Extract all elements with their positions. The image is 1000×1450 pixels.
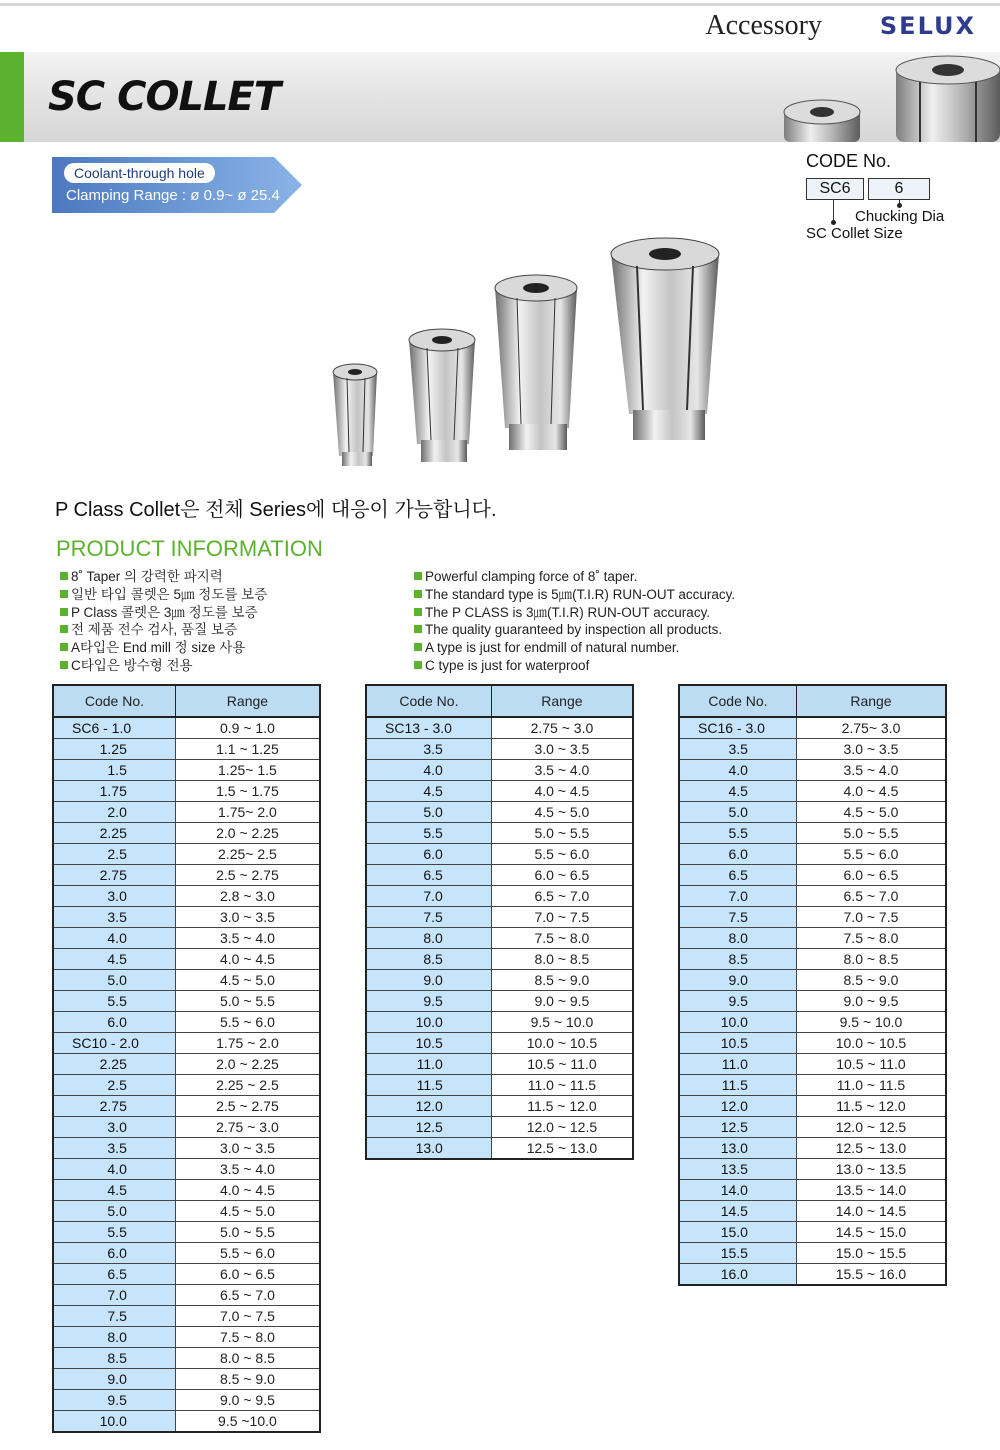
range-cell: 7.0 ~ 7.5: [175, 1306, 320, 1327]
code-no-cell: 10.5: [366, 1033, 491, 1054]
range-cell: 5.0 ~ 5.5: [175, 991, 320, 1012]
range-cell: 12.0 ~ 12.5: [796, 1117, 946, 1138]
table-row: [679, 1264, 946, 1286]
range-cell: 13.0 ~ 13.5: [796, 1159, 946, 1180]
range-cell: 5.5 ~ 6.0: [491, 844, 633, 865]
table-row: [53, 1096, 320, 1117]
range-cell: 9.0 ~ 9.5: [796, 991, 946, 1012]
bullet-square-icon: [414, 661, 422, 669]
table-row: [53, 1180, 320, 1201]
table-row: [53, 1138, 320, 1159]
table-row: [53, 1285, 320, 1306]
range-cell: 3.0 ~ 3.5: [175, 907, 320, 928]
range-header: Range: [175, 685, 320, 717]
table-row: [53, 781, 320, 802]
code-no-cell: 9.5: [679, 991, 796, 1012]
list-item: P Class 콜렛은 3㎛ 정도를 보증: [60, 604, 267, 622]
range-cell: 4.0 ~ 4.5: [491, 781, 633, 802]
range-cell: 12.0 ~ 12.5: [491, 1117, 633, 1138]
range-cell: 5.0 ~ 5.5: [491, 823, 633, 844]
page-title: SC COLLET: [48, 74, 281, 120]
table-row: [679, 1180, 946, 1201]
table-row: [53, 739, 320, 760]
code-no-cell: 14.5: [679, 1201, 796, 1222]
range-cell: 2.8 ~ 3.0: [175, 886, 320, 907]
table-row: [679, 991, 946, 1012]
range-cell: 12.5 ~ 13.0: [796, 1138, 946, 1159]
code-no-cell: 8.0: [679, 928, 796, 949]
bullet-square-icon: [60, 643, 68, 651]
bullet-square-icon: [414, 572, 422, 580]
list-item: A type is just for endmill of natural number.: [414, 639, 735, 657]
range-cell: 5.5 ~ 6.0: [796, 844, 946, 865]
range-cell: 4.5 ~ 5.0: [491, 802, 633, 823]
top-divider: [0, 3, 1000, 6]
list-item: 일반 타입 콜렛은 5㎛ 정도를 보증: [60, 586, 267, 604]
table-row: [679, 823, 946, 844]
range-cell: 7.0 ~ 7.5: [491, 907, 633, 928]
bullet-square-icon: [60, 608, 68, 616]
range-cell: 4.0 ~ 4.5: [175, 949, 320, 970]
table-row: [53, 1411, 320, 1433]
code-no-cell: 6.0: [366, 844, 491, 865]
range-cell: 12.5 ~ 13.0: [491, 1138, 633, 1160]
range-cell: 10.5 ~ 11.0: [796, 1054, 946, 1075]
code-no-cell: 12.5: [366, 1117, 491, 1138]
table-row: [366, 907, 633, 928]
range-cell: 8.5 ~ 9.0: [491, 970, 633, 991]
code-no-cell: 11.5: [366, 1075, 491, 1096]
code-no-cell: SC6 - 1.0: [53, 717, 175, 739]
range-cell: 1.5 ~ 1.75: [175, 781, 320, 802]
table-row: [53, 991, 320, 1012]
code-no-cell: 13.0: [366, 1138, 491, 1160]
code-no-cell: 4.5: [53, 1180, 175, 1201]
range-cell: 5.5 ~ 6.0: [175, 1243, 320, 1264]
table-row: [366, 1096, 633, 1117]
range-cell: 6.0 ~ 6.5: [175, 1264, 320, 1285]
code-no-cell: 15.0: [679, 1222, 796, 1243]
coolant-through-label: Coolant-through hole: [64, 163, 215, 183]
code-no-cell: 4.5: [53, 949, 175, 970]
table-row: [53, 760, 320, 781]
bullet-square-icon: [414, 608, 422, 616]
range-cell: 8.0 ~ 8.5: [175, 1348, 320, 1369]
list-item: The quality guaranteed by inspection all products.: [414, 621, 735, 639]
table-row: [53, 802, 320, 823]
code-no-title: CODE No.: [806, 151, 892, 171]
table-row: [53, 1012, 320, 1033]
bullet-square-icon: [60, 661, 68, 669]
range-cell: 3.5 ~ 4.0: [175, 1159, 320, 1180]
table-row: [53, 949, 320, 970]
code-no-cell: 10.5: [679, 1033, 796, 1054]
table-row: [679, 1075, 946, 1096]
table-row: [53, 886, 320, 907]
range-cell: 3.5 ~ 4.0: [491, 760, 633, 781]
table-row: [679, 1201, 946, 1222]
range-cell: 4.0 ~ 4.5: [796, 781, 946, 802]
range-cell: 1.1 ~ 1.25: [175, 739, 320, 760]
table-row: [679, 717, 946, 739]
code-no-cell: 5.0: [366, 802, 491, 823]
table-row: [679, 1159, 946, 1180]
collet-product-photo: [325, 232, 725, 472]
code-no-cell: 6.0: [53, 1243, 175, 1264]
collet-size-label: SC Collet Size: [806, 225, 903, 242]
code-no-cell: SC13 - 3.0: [366, 717, 491, 739]
code-no-cell: 3.5: [53, 907, 175, 928]
range-cell: 2.25 ~ 2.5: [175, 1075, 320, 1096]
table-row: [366, 844, 633, 865]
bullet-square-icon: [414, 643, 422, 651]
table-row: [366, 1075, 633, 1096]
code-no-cell: 8.0: [366, 928, 491, 949]
range-cell: 13.5 ~ 14.0: [796, 1180, 946, 1201]
range-cell: 6.0 ~ 6.5: [491, 865, 633, 886]
code-no-cell: 5.5: [679, 823, 796, 844]
table-row: [53, 1117, 320, 1138]
code-no-cell: 8.5: [53, 1348, 175, 1369]
table-row: [366, 739, 633, 760]
bullet-square-icon: [60, 625, 68, 633]
code-no-cell: 2.25: [53, 823, 175, 844]
range-cell: 6.5 ~ 7.0: [491, 886, 633, 907]
table-row: [366, 949, 633, 970]
table-row: [679, 1096, 946, 1117]
code-no-cell: 4.0: [53, 1159, 175, 1180]
range-cell: 7.5 ~ 8.0: [491, 928, 633, 949]
table-row: [366, 928, 633, 949]
code-no-cell: 9.0: [679, 970, 796, 991]
range-cell: 6.5 ~ 7.0: [175, 1285, 320, 1306]
range-cell: 14.5 ~ 15.0: [796, 1222, 946, 1243]
code-no-cell: 10.0: [366, 1012, 491, 1033]
range-cell: 11.5 ~ 12.0: [796, 1096, 946, 1117]
bullet-square-icon: [60, 590, 68, 598]
table-row: [679, 1138, 946, 1159]
sc16-range-table: [678, 684, 947, 1286]
table-row: [679, 844, 946, 865]
range-cell: 4.5 ~ 5.0: [175, 1201, 320, 1222]
range-cell: 1.75~ 2.0: [175, 802, 320, 823]
range-cell: 8.5 ~ 9.0: [175, 1369, 320, 1390]
code-no-cell: 11.5: [679, 1075, 796, 1096]
bullet-square-icon: [60, 572, 68, 580]
table-row: [679, 907, 946, 928]
table-row: [366, 760, 633, 781]
code-no-cell: 1.75: [53, 781, 175, 802]
range-cell: 0.9 ~ 1.0: [175, 717, 320, 739]
range-cell: 14.0 ~ 14.5: [796, 1201, 946, 1222]
code-no-cell: 11.0: [366, 1054, 491, 1075]
table-row: [679, 928, 946, 949]
table-row: [53, 907, 320, 928]
table-row: [679, 802, 946, 823]
list-item: The standard type is 5㎛(T.I.R) RUN-OUT accuracy.: [414, 586, 735, 604]
range-cell: 15.5 ~ 16.0: [796, 1264, 946, 1286]
code-no-cell: 11.0: [679, 1054, 796, 1075]
range-cell: 2.25~ 2.5: [175, 844, 320, 865]
top-header: [0, 0, 1000, 52]
range-header: Range: [796, 685, 946, 717]
code-no-cell: 5.0: [53, 1201, 175, 1222]
table-row: [53, 1222, 320, 1243]
table-row: [366, 970, 633, 991]
table-row: [53, 1369, 320, 1390]
table-row: [53, 1054, 320, 1075]
table-row: [679, 1243, 946, 1264]
code-no-cell: 8.0: [53, 1327, 175, 1348]
code-no-cell: 16.0: [679, 1264, 796, 1286]
code-no-cell: 6.0: [53, 1012, 175, 1033]
green-accent-tab: [0, 52, 24, 142]
table-row: [366, 1138, 633, 1160]
code-no-cell: 3.0: [53, 1117, 175, 1138]
table-row: [679, 1012, 946, 1033]
table-row: [366, 802, 633, 823]
list-item: Powerful clamping force of 8˚ taper.: [414, 568, 735, 586]
code-no-cell: 2.5: [53, 1075, 175, 1096]
size-code-box: SC6: [806, 178, 864, 200]
clamping-range-label: Clamping Range : ø 0.9~ ø 25.4: [66, 187, 280, 204]
range-cell: 7.0 ~ 7.5: [796, 907, 946, 928]
product-information-title: PRODUCT INFORMATION: [56, 536, 323, 561]
range-cell: 2.75~ 3.0: [796, 717, 946, 739]
range-cell: 7.5 ~ 8.0: [175, 1327, 320, 1348]
code-no-cell: 10.0: [679, 1012, 796, 1033]
code-no-cell: 2.75: [53, 1096, 175, 1117]
code-no-cell: 7.5: [53, 1306, 175, 1327]
code-no-header: Code No.: [679, 685, 796, 717]
list-item: 8˚ Taper 의 강력한 파지력: [60, 568, 267, 586]
code-no-cell: 2.0: [53, 802, 175, 823]
table-row: [366, 991, 633, 1012]
table-row: [366, 1117, 633, 1138]
table-row: [366, 1054, 633, 1075]
code-no-cell: 3.5: [679, 739, 796, 760]
table-row: [53, 928, 320, 949]
code-no-cell: 7.0: [366, 886, 491, 907]
range-cell: 5.0 ~ 5.5: [796, 823, 946, 844]
range-cell: 15.0 ~ 15.5: [796, 1243, 946, 1264]
title-collet-illustration: [770, 52, 1000, 142]
code-no-cell: 4.0: [679, 760, 796, 781]
range-cell: 8.0 ~ 8.5: [796, 949, 946, 970]
table-row: [366, 717, 633, 739]
table-row: [53, 970, 320, 991]
table-row: [366, 886, 633, 907]
table-row: [53, 1264, 320, 1285]
code-no-cell: 12.5: [679, 1117, 796, 1138]
list-item: C type is just for waterproof: [414, 657, 735, 675]
code-no-cell: 4.0: [53, 928, 175, 949]
code-no-cell: 9.0: [53, 1369, 175, 1390]
code-no-cell: SC16 - 3.0: [679, 717, 796, 739]
table-row: [53, 1390, 320, 1411]
code-no-cell: 13.5: [679, 1159, 796, 1180]
code-no-cell: 6.5: [366, 865, 491, 886]
p-class-headline: P Class Collet은 전체 Series에 대응이 가능합니다.: [55, 499, 497, 521]
range-cell: 4.0 ~ 4.5: [175, 1180, 320, 1201]
range-cell: 3.5 ~ 4.0: [175, 928, 320, 949]
code-no-cell: 6.5: [679, 865, 796, 886]
range-cell: 7.5 ~ 8.0: [796, 928, 946, 949]
table-row: [53, 823, 320, 844]
dia-code-box: 6: [868, 178, 930, 200]
range-cell: 9.5 ~ 10.0: [491, 1012, 633, 1033]
table-row: [366, 865, 633, 886]
range-cell: 8.0 ~ 8.5: [491, 949, 633, 970]
sc13-range-table: [365, 684, 634, 1160]
sc6-sc10-range-table: [52, 684, 321, 1433]
table-row: [53, 1306, 320, 1327]
bullet-square-icon: [414, 625, 422, 633]
code-no-cell: 9.5: [366, 991, 491, 1012]
code-no-cell: 12.0: [366, 1096, 491, 1117]
range-cell: 2.75 ~ 3.0: [175, 1117, 320, 1138]
range-cell: 9.5 ~ 10.0: [796, 1012, 946, 1033]
list-item: A타입은 End mill 정 size 사용: [60, 639, 267, 657]
range-cell: 1.25~ 1.5: [175, 760, 320, 781]
code-no-cell: 2.5: [53, 844, 175, 865]
list-item: 전 제품 전수 검사, 품질 보증: [60, 621, 267, 639]
range-cell: 3.0 ~ 3.5: [175, 1138, 320, 1159]
code-no-cell: 12.0: [679, 1096, 796, 1117]
range-cell: 11.0 ~ 11.5: [796, 1075, 946, 1096]
code-no-cell: 8.5: [679, 949, 796, 970]
code-no-cell: 7.0: [53, 1285, 175, 1306]
code-no-cell: 3.5: [366, 739, 491, 760]
korean-feature-list: [60, 568, 267, 675]
range-cell: 2.5 ~ 2.75: [175, 865, 320, 886]
code-no-cell: 5.5: [53, 991, 175, 1012]
table-row: [53, 1033, 320, 1054]
code-no-header: Code No.: [53, 685, 175, 717]
range-cell: 3.0 ~ 3.5: [796, 739, 946, 760]
range-cell: 10.0 ~ 10.5: [796, 1033, 946, 1054]
table-row: [53, 844, 320, 865]
code-no-cell: 2.75: [53, 865, 175, 886]
table-row: [679, 949, 946, 970]
range-cell: 3.5 ~ 4.0: [796, 760, 946, 781]
code-no-cell: 9.5: [53, 1390, 175, 1411]
table-row: [366, 823, 633, 844]
code-no-cell: 7.0: [679, 886, 796, 907]
code-no-cell: 5.5: [53, 1222, 175, 1243]
code-no-cell: 6.5: [53, 1264, 175, 1285]
table-row: [679, 1222, 946, 1243]
range-cell: 9.5 ~10.0: [175, 1411, 320, 1433]
range-cell: 11.5 ~ 12.0: [491, 1096, 633, 1117]
code-no-cell: 7.5: [366, 907, 491, 928]
table-row: [53, 1327, 320, 1348]
code-no-cell: 13.0: [679, 1138, 796, 1159]
code-no-cell: 7.5: [679, 907, 796, 928]
table-row: [366, 781, 633, 802]
table-row: [366, 1012, 633, 1033]
table-row: [366, 1033, 633, 1054]
range-cell: 5.0 ~ 5.5: [175, 1222, 320, 1243]
range-cell: 3.0 ~ 3.5: [491, 739, 633, 760]
table-row: [679, 1054, 946, 1075]
code-no-cell: 5.0: [679, 802, 796, 823]
chucking-dia-label: Chucking Dia: [855, 208, 945, 225]
table-row: [53, 865, 320, 886]
section-label: Accessory: [705, 10, 822, 41]
table-row: [679, 970, 946, 991]
code-no-cell: 1.25: [53, 739, 175, 760]
code-no-cell: 3.0: [53, 886, 175, 907]
range-cell: 11.0 ~ 11.5: [491, 1075, 633, 1096]
code-no-cell: 4.5: [366, 781, 491, 802]
range-cell: 2.0 ~ 2.25: [175, 1054, 320, 1075]
code-no-cell: 10.0: [53, 1411, 175, 1433]
table-row: [53, 1201, 320, 1222]
table-row: [53, 1075, 320, 1096]
range-cell: 9.0 ~ 9.5: [491, 991, 633, 1012]
range-cell: 6.0 ~ 6.5: [796, 865, 946, 886]
list-item: The P CLASS is 3㎛(T.I.R) RUN-OUT accuracy.: [414, 604, 735, 622]
code-no-cell: 2.25: [53, 1054, 175, 1075]
range-cell: 10.5 ~ 11.0: [491, 1054, 633, 1075]
range-cell: 2.75 ~ 3.0: [491, 717, 633, 739]
code-no-cell: 8.5: [366, 949, 491, 970]
table-row: [679, 760, 946, 781]
code-no-cell: 14.0: [679, 1180, 796, 1201]
range-cell: 2.5 ~ 2.75: [175, 1096, 320, 1117]
code-no-cell: 15.5: [679, 1243, 796, 1264]
range-cell: 8.5 ~ 9.0: [796, 970, 946, 991]
range-cell: 9.0 ~ 9.5: [175, 1390, 320, 1411]
code-no-cell: 3.5: [53, 1138, 175, 1159]
code-no-cell: 1.5: [53, 760, 175, 781]
code-no-cell: SC10 - 2.0: [53, 1033, 175, 1054]
table-row: [679, 1117, 946, 1138]
range-header: Range: [491, 685, 633, 717]
range-cell: 1.75 ~ 2.0: [175, 1033, 320, 1054]
code-no-cell: 5.5: [366, 823, 491, 844]
table-row: [679, 781, 946, 802]
range-cell: 4.5 ~ 5.0: [796, 802, 946, 823]
table-row: [53, 717, 320, 739]
code-no-cell: 9.0: [366, 970, 491, 991]
range-cell: 10.0 ~ 10.5: [491, 1033, 633, 1054]
range-cell: 2.0 ~ 2.25: [175, 823, 320, 844]
english-feature-list: [414, 568, 735, 675]
code-no-cell: 4.0: [366, 760, 491, 781]
range-cell: 6.5 ~ 7.0: [796, 886, 946, 907]
table-row: [679, 865, 946, 886]
code-no-cell: 4.5: [679, 781, 796, 802]
table-row: [53, 1159, 320, 1180]
list-item: C타입은 방수형 전용: [60, 657, 267, 675]
table-row: [679, 739, 946, 760]
table-row: [679, 886, 946, 907]
table-row: [679, 1033, 946, 1054]
code-no-cell: 6.0: [679, 844, 796, 865]
code-no-cell: 5.0: [53, 970, 175, 991]
range-cell: 4.5 ~ 5.0: [175, 970, 320, 991]
code-no-header: Code No.: [366, 685, 491, 717]
range-cell: 5.5 ~ 6.0: [175, 1012, 320, 1033]
table-row: [53, 1348, 320, 1369]
table-row: [53, 1243, 320, 1264]
brand-logo: SELUX: [879, 12, 976, 40]
bullet-square-icon: [414, 590, 422, 598]
